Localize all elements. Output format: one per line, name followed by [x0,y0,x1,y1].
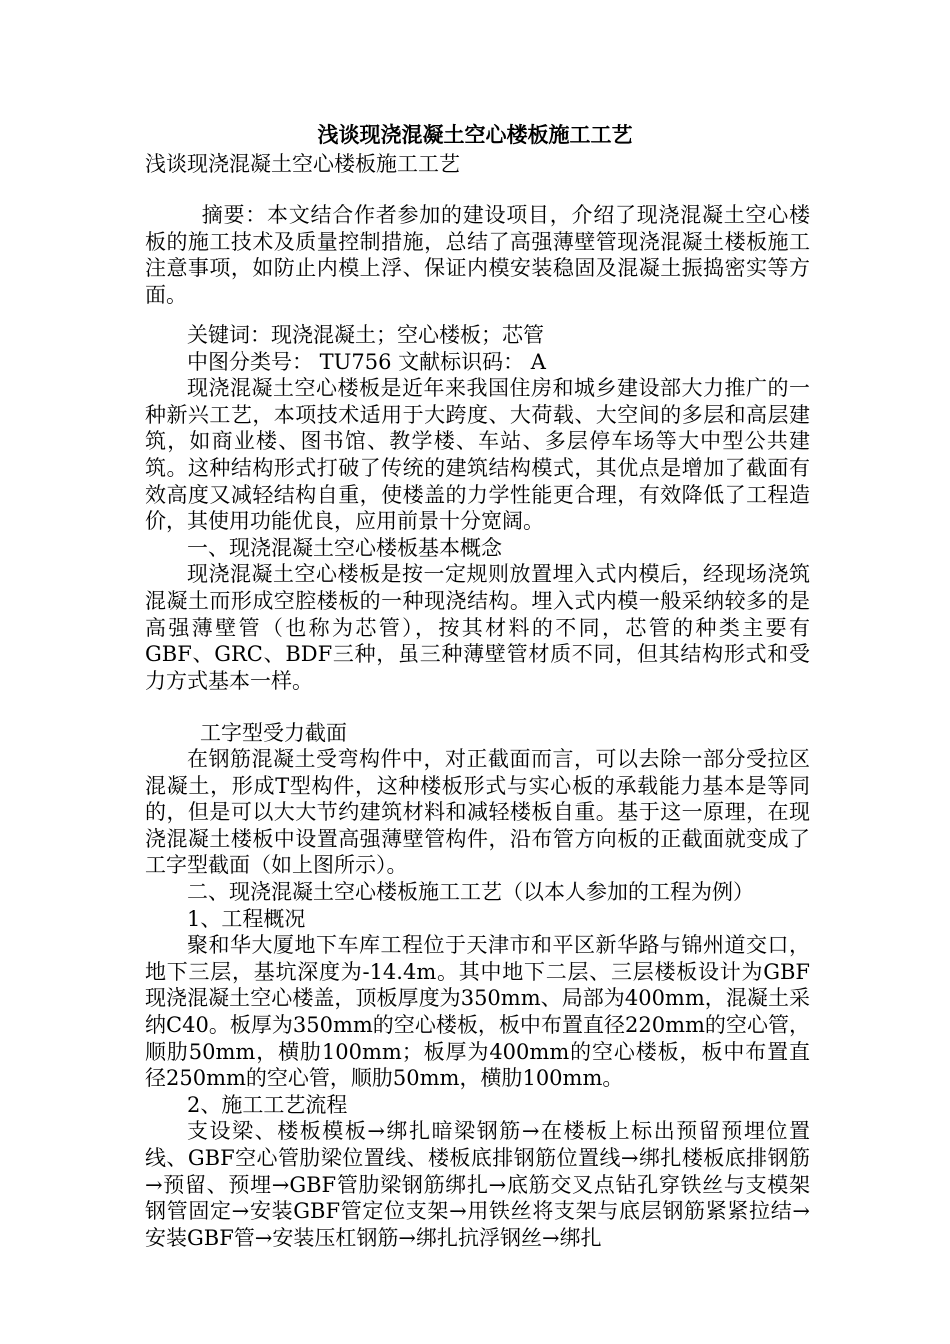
keywords-line: 关键词：现浇混凝土；空心楼板；芯管 [187,323,544,347]
intro-paragraph: 现浇混凝土空心楼板是近年来我国住房和城乡建设部大力推广的一种新兴工艺，本项技术适用于大跨度、大荷载、大空间的多层和高层建筑，如商业楼、图书馆、教学楼、车站、多层停车场等大中型公共建筑。这种结构形式打破了传统的建筑结构模式，其优点是增加了截面有效高度又减轻结构自重，使楼盖的力学性能更合理，有效降低了工程造价，其使用功能优良，应用前景十分宽阔。 [145,376,810,534]
section-1-paragraph: 现浇混凝土空心楼板是按一定规则放置埋入式内模后，经现场浇筑混凝土而形成空腔楼板的一种现浇结构。埋入式内模一般采纳较多的是高强薄壁管（也称为芯管），按其材料的不同，芯管的种类主要有GBF、GRC、BDF三种，虽三种薄壁管材质不同，但其结构形式和受力方式基本一样。 [145,562,810,693]
main-body-lower [145,746,810,1251]
section-1-heading: 一、现浇混凝土空心楼板基本概念 [187,535,502,560]
document-title: 浅谈现浇混凝土空心楼板施工工艺 [317,122,633,147]
process-flow-paragraph: 支设梁、楼板模板→绑扎暗梁钢筋→在楼板上标出预留预埋位置线、GBF空心管肋梁位置线、楼板底排钢筋位置线→绑扎楼板底排钢筋→预留、预埋→GBF管肋梁钢筋绑扎→底筋交叉点钻孔穿铁丝与支模架钢管固定→安装GBF管定位支架→用铁丝将支架与底层钢筋紧紧拉结→安装GBF管→安装压杠钢筋→绑扎抗浮钢丝→绑扎 [145,1119,810,1250]
abstract-section [145,202,810,308]
subsection-1-heading: 1、工程概况 [187,906,306,931]
subsection-2-heading: 2、施工工艺流程 [187,1092,348,1117]
figure-explanation-paragraph: 在钢筋混凝土受弯构件中，对正截面而言，可以去除一部分受拉区混凝土，形成T型构件，这种楼板形式与实心板的承载能力基本是等同的，但是可以大大节约建筑材料和减轻楼板自重。基于这一原理，在现浇混凝土楼板中设置高强薄壁管构件，沿布管方向板的正截面就变成了工字型截面（如上图所示）。 [145,747,810,878]
project-overview-paragraph: 聚和华大厦地下车库工程位于天津市和平区新华路与锦州道交口，地下三层，基坑深度为-14.4m。其中地下二层、三层楼板设计为GBF现浇混凝土空心楼盖，顶板厚度为350mm、局部为400mm，混凝土采纳C40。板厚为350mm的空心楼板，板中布置直径220mm的空心管，顺肋50mm，横肋100mm；板厚为400mm的空心楼板，板中布置直径250mm的空心管，顺肋50mm，横肋100mm。 [145,933,810,1091]
main-body-upper [145,322,810,694]
document-subtitle: 浅谈现浇混凝土空心楼板施工工艺 [145,152,460,176]
abstract-paragraph: 摘要：本文结合作者参加的建设项目，介绍了现浇混凝土空心楼板的施工技术及质量控制措施，总结了高强薄壁管现浇混凝土楼板施工注意事项，如防止内模上浮、保证内模安装稳固及混凝土振捣密实等方面。 [145,203,810,307]
section-2-heading: 二、现浇混凝土空心楼板施工工艺（以本人参加的工程为例） [187,879,754,904]
figure-caption: 工字型受力截面 [200,721,347,745]
classification-line: 中图分类号： TU756 文献标识码： A [187,349,546,374]
